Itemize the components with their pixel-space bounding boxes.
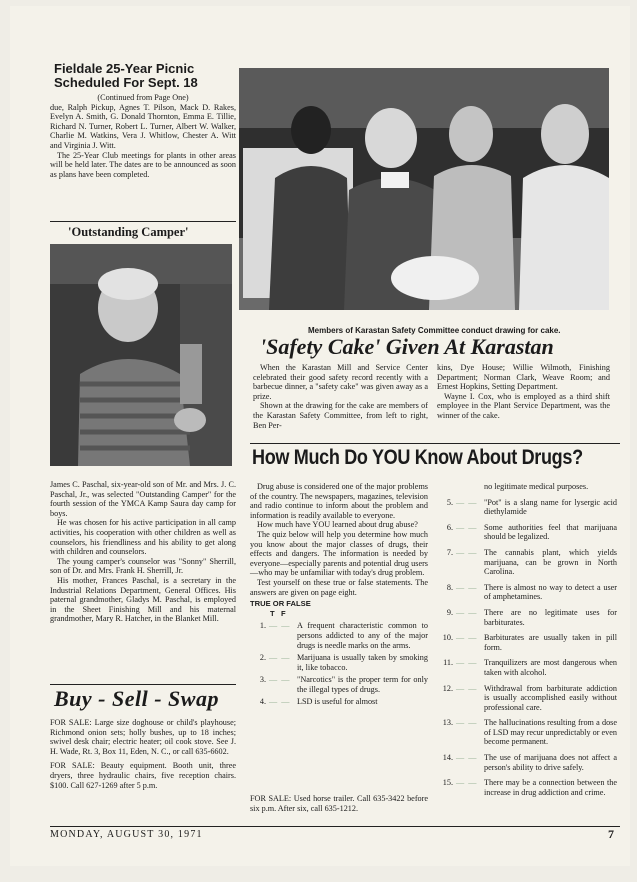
quiz-question (437, 778, 617, 797)
safety-column-2 (437, 363, 610, 421)
question-text: "Narcotics" is the proper term for only the illegal types of drugs. (297, 675, 428, 694)
quiz-question (437, 718, 617, 747)
q4-continued: no legitimate medical purposes. (484, 482, 589, 491)
question-number: 7. (446, 547, 453, 557)
drugs-headline: How Much Do YOU Know About Drugs? (252, 446, 583, 469)
safety-column-1 (253, 363, 428, 430)
safety-headline: 'Safety Cake' Given At Karastan (260, 334, 554, 359)
safety-photo-caption: Members of Karastan Safety Committee conduct drawing for cake. (308, 326, 561, 335)
quiz-question (250, 621, 428, 650)
buy-sell-swap-headline: Buy - Sell - Swap (54, 686, 219, 711)
picnic-body-1: due, Ralph Pickup, Agnes T. Pilson, Mack D. Rakes, Evelyn A. Smith, G. Donald Thornton, Emma E. Tillie, Richard N. Turner, Robert L. Turner, Albert W. Walker, Charlie M. Watkins, Vera J. Whitlow, Chester A. Witt and Virginia J. Witt. (50, 102, 236, 150)
quiz-question (250, 675, 428, 694)
question-text: There is almost no way to detect a user of amphetamines. (484, 582, 617, 602)
question-number: 5. (446, 497, 453, 507)
divider (250, 443, 620, 444)
drugs-intro (250, 482, 428, 707)
question-text: A frequent characteristic common to persons addicted to any of the major drugs is needle marks on the arms. (297, 621, 428, 650)
true-false-blank: — — (456, 778, 478, 788)
true-false-label: TRUE OR FALSE (250, 599, 311, 609)
safety-col2-p1: kins, Dye House; Willie Wilmoth, Finishing Department; Norman Clark, Weave Room; and Ernest Hopkins, Setting Department. (437, 363, 610, 392)
camper-headline: 'Outstanding Camper' (68, 225, 189, 239)
drugs-quiz-right (437, 482, 617, 797)
footer-rule (50, 826, 620, 827)
camper-article (50, 480, 236, 624)
question-number: 6. (446, 522, 453, 532)
true-false-blank: — — (456, 658, 478, 668)
camper-p2: He was chosen for his active participation in all camp activities, his cooperation with other children as well as counselors, his friendliness and his ability to get along with children and counselors. (50, 518, 236, 557)
question-text: The hallucinations resulting from a dose of LSD may recur unpredictably or even become permanent. (484, 718, 617, 747)
true-false-blank: — — (456, 547, 478, 557)
true-false-blank: — — (269, 653, 291, 663)
picnic-article (50, 93, 236, 179)
issue-date: MONDAY, AUGUST 30, 1971 (50, 829, 203, 840)
camper-p3: The young camper's counselor was "Sonny" Sherrill, son of Dr. and Mrs. Frank H. Sherrill, Jr. (50, 556, 236, 576)
safety-col2-p2: Wayne I. Cox, who is employed as a third shift employee in the Plant Service Department, was the winner of the cake. (437, 391, 610, 420)
page-number: 7 (608, 827, 616, 841)
drugs-intro-4: Test yourself on these true or false statements. The answers are given on page eight. (250, 577, 428, 597)
true-false-blank: — — (269, 697, 291, 707)
true-false-blank: — — (456, 633, 478, 643)
newspaper-page (10, 6, 630, 866)
picnic-body-2: The 25-Year Club meetings for plants in other areas will be held later. The dates are to be announced as soon as plans have been completed. (50, 150, 236, 179)
true-false-blank: — — (456, 497, 478, 507)
question-text: Tranquilizers are most dangerous when taken with alcohol. (484, 658, 617, 677)
quiz-question (437, 658, 617, 677)
true-false-blank: — — (456, 683, 478, 693)
divider (50, 221, 236, 222)
safety-photo-image (239, 68, 609, 310)
quiz-question (437, 523, 617, 542)
quiz-question (437, 608, 617, 627)
quiz-question (437, 633, 617, 652)
classified-ad-3: FOR SALE: Used horse trailer. Call 635-3422 before six p.m. After six, call 635-1212. (250, 794, 428, 813)
drugs-intro-2: How much have YOU learned about drug abuse? (257, 520, 418, 530)
camper-p4: His mother, Frances Paschal, is a secretary in the Industrial Relations Department, General Offices. His paternal grandmother, Gladys M. Paschal, is employed in the Sheet Finishing Mill and his maternal grandmother, Mary R. Hatcher, in the Blanket Mill. (50, 575, 236, 624)
question-text: The use of marijuana does not affect a person's ability to drive safely. (484, 753, 617, 772)
question-number: 10. (442, 633, 453, 643)
camper-photo-image (50, 244, 232, 466)
true-false-blank: — — (456, 607, 478, 617)
camper-photo (50, 244, 232, 466)
continued-note: (Continued from Page One) (97, 93, 189, 102)
question-number: 4. (259, 697, 266, 707)
question-number: 1. (259, 621, 266, 631)
true-false-blank: — — (456, 718, 478, 728)
true-false-blank: — — (456, 582, 478, 592)
question-text: Barbiturates are usually taken in pill form. (484, 633, 617, 652)
question-text: "Pot" is a slang name for lysergic acid diethylamide (484, 497, 617, 517)
camper-p1: James C. Paschal, six-year-old son of Mr. and Mrs. J. C. Paschal, Jr., was selected "Outstanding Camper" for the fourth session of the YMCA Kamp Saura day camp for boys. (50, 480, 236, 518)
quiz-question (250, 653, 428, 672)
question-number: 8. (446, 582, 453, 592)
question-text: Some authorities feel that marijuana should be legalized. (484, 522, 617, 542)
classifieds (50, 718, 236, 790)
question-number: 14. (442, 753, 453, 763)
question-number: 3. (259, 675, 266, 685)
true-false-blank: — — (456, 753, 478, 763)
quiz-list-left (250, 621, 428, 707)
quiz-question (437, 684, 617, 713)
drugs-intro-3: The quiz below will help you determine how much you know about the major classes of drugs, their effects and dangers. The information is needed by everyone—especially parents and potential drug users—who may be unfamiliar with today's drug problem. (250, 529, 428, 578)
question-text: There are no legitimate uses for barbiturates. (484, 607, 617, 627)
question-text: Withdrawal from barbiturate addiction is usually accomplished easily without professional care. (484, 683, 617, 712)
quiz-list-right (437, 498, 617, 798)
question-text: Marijuana is usually taken by smoking it, like tobacco. (297, 653, 428, 672)
safety-col1-p1: When the Karastan Mill and Service Center celebrated their good safety record recently with a barbecue dinner, a "safety cake" was given away as a prize. (253, 363, 428, 401)
quiz-question (437, 753, 617, 772)
question-number: 9. (446, 607, 453, 617)
classified-ad-2: FOR SALE: Beauty equipment. Booth unit, three dryers, three hydraulic chairs, five reception chairs. $100. Call 627-1269 after 5 p.m. (50, 761, 236, 790)
question-number: 12. (442, 683, 453, 693)
tf-column-label: T F (270, 608, 286, 618)
drugs-intro-1: Drug abuse is considered one of the major problems of the country. The newspapers, magazines, television and radio continue to inform about the problem and information is readily available to everyone. (250, 482, 428, 520)
true-false-blank: — — (269, 621, 291, 631)
question-text: The cannabis plant, which yields marijuana, can be grown in North Carolina. (484, 547, 617, 577)
question-number: 2. (259, 653, 266, 663)
classified-ad-1: FOR SALE: Large size doghouse or child's playhouse; Richmond onion sets; holly bushes, up to 18 inches; swivel desk chair; electric heater; oil cook stove. See J. H. Wade, Rt. 3, Box 11, Eden, N. C., or call 635-6602. (50, 718, 236, 756)
quiz-question (437, 498, 617, 517)
true-false-blank: — — (269, 675, 291, 685)
question-text: LSD is useful for almost (297, 697, 378, 707)
question-text: There may be a connection between the increase in drug addiction and crime. (484, 778, 617, 797)
question-number: 13. (442, 718, 453, 728)
quiz-question (437, 548, 617, 577)
divider (50, 684, 236, 685)
quiz-question (250, 697, 428, 707)
quiz-question (437, 583, 617, 602)
question-number: 15. (442, 778, 453, 788)
safety-committee-photo (239, 68, 609, 310)
safety-col1-p2: Shown at the drawing for the cake are members of the Karastan Safety Committee, from left to right, Ben Per- (253, 401, 428, 430)
question-number: 11. (443, 658, 453, 668)
true-false-blank: — — (456, 522, 478, 532)
picnic-headline: Fieldale 25-Year Picnic Scheduled For Sept. 18 (54, 61, 198, 90)
